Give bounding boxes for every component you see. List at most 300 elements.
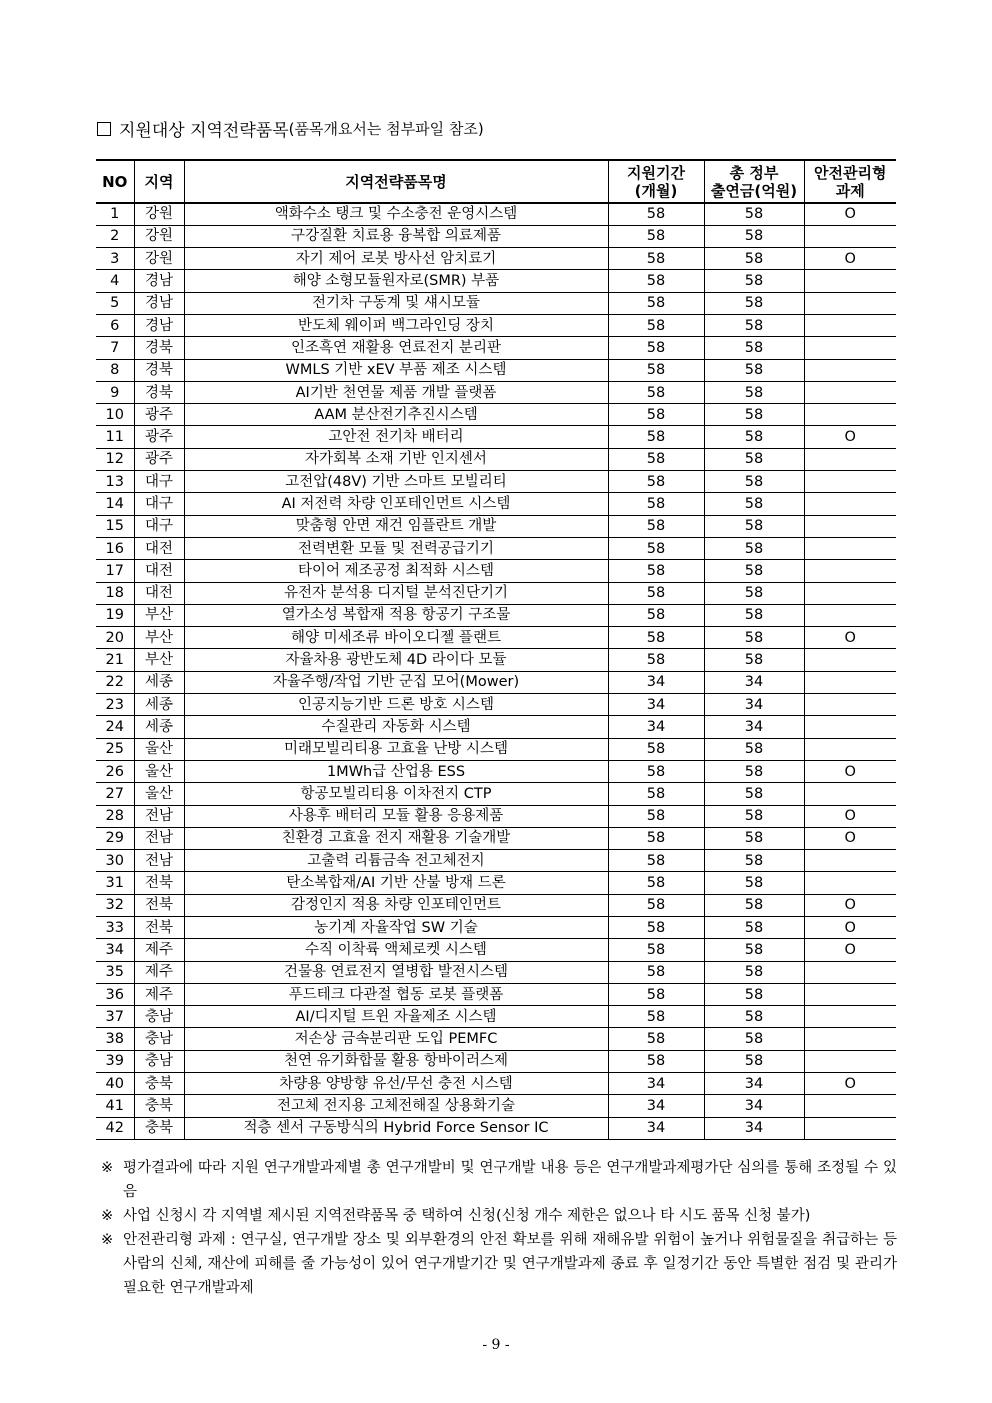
cell-funding: 58 bbox=[704, 314, 804, 336]
cell-period: 34 bbox=[608, 671, 704, 693]
cell-item: 탄소복합재/AI 기반 산불 방재 드론 bbox=[184, 872, 608, 894]
cell-period: 58 bbox=[608, 248, 704, 270]
cell-period: 58 bbox=[608, 939, 704, 961]
table-row bbox=[96, 716, 896, 738]
cell-region: 울산 bbox=[134, 738, 184, 760]
table-row bbox=[96, 961, 896, 983]
cell-no: 6 bbox=[96, 314, 134, 336]
cell-region: 세종 bbox=[134, 716, 184, 738]
cell-region: 충북 bbox=[134, 1073, 184, 1095]
cell-period: 34 bbox=[608, 694, 704, 716]
cell-no: 41 bbox=[96, 1095, 134, 1117]
cell-region: 대구 bbox=[134, 493, 184, 515]
cell-period: 34 bbox=[608, 1095, 704, 1117]
note-mark: ※ bbox=[101, 1160, 114, 1176]
table-row bbox=[96, 738, 896, 760]
cell-funding: 34 bbox=[704, 1117, 804, 1139]
note-item bbox=[101, 1204, 897, 1228]
cell-funding: 34 bbox=[704, 1095, 804, 1117]
cell-funding: 58 bbox=[704, 337, 804, 359]
cell-item: AI기반 천연물 제품 개발 플랫폼 bbox=[184, 381, 608, 403]
cell-item: 자가회복 소재 기반 인지센서 bbox=[184, 448, 608, 470]
cell-period: 58 bbox=[608, 292, 704, 314]
cell-period: 58 bbox=[608, 1006, 704, 1028]
cell-item: 구강질환 치료용 융복합 의료제품 bbox=[184, 225, 608, 247]
cell-item: 1MWh급 산업용 ESS bbox=[184, 760, 608, 782]
cell-funding: 34 bbox=[704, 716, 804, 738]
cell-region: 경북 bbox=[134, 381, 184, 403]
cell-safety bbox=[804, 783, 896, 805]
cell-region: 광주 bbox=[134, 448, 184, 470]
cell-safety bbox=[804, 1050, 896, 1072]
cell-funding: 58 bbox=[704, 850, 804, 872]
cell-period: 58 bbox=[608, 471, 704, 493]
cell-safety: O bbox=[804, 203, 896, 225]
cell-safety bbox=[804, 493, 896, 515]
cell-funding: 58 bbox=[704, 983, 804, 1005]
cell-period: 58 bbox=[608, 627, 704, 649]
cell-region: 전북 bbox=[134, 894, 184, 916]
cell-period: 58 bbox=[608, 537, 704, 559]
cell-region: 충남 bbox=[134, 1006, 184, 1028]
cell-funding: 58 bbox=[704, 738, 804, 760]
note-text: 사업 신청시 각 지역별 제시된 지역전략품목 중 택하여 신청(신청 개수 제한은 없으나 타 시도 품목 신청 불가) bbox=[123, 1208, 811, 1224]
cell-item: 해양 미세조류 바이오디젤 플랜트 bbox=[184, 627, 608, 649]
cell-period: 58 bbox=[608, 203, 704, 225]
cell-no: 16 bbox=[96, 537, 134, 559]
cell-safety bbox=[804, 582, 896, 604]
cell-item: 해양 소형모듈원자로(SMR) 부품 bbox=[184, 270, 608, 292]
cell-region: 전남 bbox=[134, 850, 184, 872]
cell-no: 3 bbox=[96, 248, 134, 270]
cell-funding: 58 bbox=[704, 760, 804, 782]
note-text: 안전관리형 과제 : 연구실, 연구개발 장소 및 외부환경의 안전 확보를 위해 재해유발 위험이 높거나 위험물질을 취급하는 등 사람의 신체, 재산에 피해를 줄 가능성이 있어 연구개발기간 및 연구개발과제 종료 후 일정기간 동안 특별한 점검 및 관리가 필요한 연구개발과제 bbox=[123, 1232, 897, 1296]
cell-no: 31 bbox=[96, 872, 134, 894]
cell-no: 38 bbox=[96, 1028, 134, 1050]
cell-funding: 34 bbox=[704, 671, 804, 693]
cell-region: 강원 bbox=[134, 225, 184, 247]
cell-safety bbox=[804, 738, 896, 760]
header-safety-line2: 과제 bbox=[835, 181, 865, 200]
cell-period: 58 bbox=[608, 493, 704, 515]
cell-region: 광주 bbox=[134, 426, 184, 448]
cell-no: 10 bbox=[96, 404, 134, 426]
table-row bbox=[96, 292, 896, 314]
table-row bbox=[96, 917, 896, 939]
cell-no: 28 bbox=[96, 805, 134, 827]
cell-item: AI/디지털 트윈 자율제조 시스템 bbox=[184, 1006, 608, 1028]
cell-region: 전남 bbox=[134, 805, 184, 827]
cell-funding: 58 bbox=[704, 827, 804, 849]
cell-period: 58 bbox=[608, 381, 704, 403]
table-row bbox=[96, 872, 896, 894]
cell-period: 58 bbox=[608, 404, 704, 426]
cell-item: 열가소성 복합재 적용 항공기 구조물 bbox=[184, 604, 608, 626]
cell-funding: 34 bbox=[704, 694, 804, 716]
cell-no: 21 bbox=[96, 649, 134, 671]
cell-funding: 58 bbox=[704, 203, 804, 225]
cell-no: 30 bbox=[96, 850, 134, 872]
checkbox-icon bbox=[97, 122, 111, 136]
cell-safety: O bbox=[804, 805, 896, 827]
cell-item: 농기계 자율작업 SW 기술 bbox=[184, 917, 608, 939]
table-row bbox=[96, 359, 896, 381]
cell-no: 40 bbox=[96, 1073, 134, 1095]
cell-period: 58 bbox=[608, 961, 704, 983]
cell-safety: O bbox=[804, 1073, 896, 1095]
cell-no: 13 bbox=[96, 471, 134, 493]
cell-item: 사용후 배터리 모듈 활용 응용제품 bbox=[184, 805, 608, 827]
cell-safety: O bbox=[804, 894, 896, 916]
table-row bbox=[96, 1095, 896, 1117]
table-row bbox=[96, 1006, 896, 1028]
cell-funding: 58 bbox=[704, 1050, 804, 1072]
cell-funding: 58 bbox=[704, 225, 804, 247]
cell-item: 건물용 연료전지 열병합 발전시스템 bbox=[184, 961, 608, 983]
cell-no: 23 bbox=[96, 694, 134, 716]
table-row bbox=[96, 537, 896, 559]
cell-safety: O bbox=[804, 917, 896, 939]
cell-region: 경남 bbox=[134, 314, 184, 336]
cell-item: 인조흑연 재활용 연료전지 분리판 bbox=[184, 337, 608, 359]
cell-region: 울산 bbox=[134, 760, 184, 782]
cell-safety bbox=[804, 961, 896, 983]
cell-funding: 34 bbox=[704, 1073, 804, 1095]
cell-region: 대구 bbox=[134, 471, 184, 493]
cell-item: 미래모빌리티용 고효율 난방 시스템 bbox=[184, 738, 608, 760]
table-body bbox=[96, 203, 896, 1139]
notes bbox=[101, 1156, 897, 1300]
cell-no: 1 bbox=[96, 203, 134, 225]
header-period-line2: (개월) bbox=[634, 181, 678, 200]
cell-period: 58 bbox=[608, 783, 704, 805]
table-row bbox=[96, 270, 896, 292]
cell-funding: 58 bbox=[704, 627, 804, 649]
cell-region: 부산 bbox=[134, 627, 184, 649]
cell-region: 대전 bbox=[134, 560, 184, 582]
cell-period: 58 bbox=[608, 872, 704, 894]
cell-region: 전남 bbox=[134, 827, 184, 849]
header-safety bbox=[804, 160, 896, 203]
table-row bbox=[96, 515, 896, 537]
cell-funding: 58 bbox=[704, 1006, 804, 1028]
cell-period: 58 bbox=[608, 359, 704, 381]
cell-period: 58 bbox=[608, 560, 704, 582]
cell-period: 58 bbox=[608, 1028, 704, 1050]
cell-funding: 58 bbox=[704, 292, 804, 314]
cell-no: 15 bbox=[96, 515, 134, 537]
cell-safety bbox=[804, 471, 896, 493]
cell-safety bbox=[804, 850, 896, 872]
cell-no: 19 bbox=[96, 604, 134, 626]
table-row bbox=[96, 203, 896, 225]
cell-no: 35 bbox=[96, 961, 134, 983]
cell-safety: O bbox=[804, 627, 896, 649]
cell-safety bbox=[804, 983, 896, 1005]
cell-funding: 58 bbox=[704, 515, 804, 537]
cell-region: 경남 bbox=[134, 292, 184, 314]
cell-funding: 58 bbox=[704, 582, 804, 604]
note-item bbox=[101, 1156, 897, 1204]
cell-safety bbox=[804, 1117, 896, 1139]
note-item bbox=[101, 1228, 897, 1300]
cell-region: 대전 bbox=[134, 582, 184, 604]
cell-no: 25 bbox=[96, 738, 134, 760]
cell-period: 58 bbox=[608, 1050, 704, 1072]
cell-safety bbox=[804, 404, 896, 426]
cell-period: 58 bbox=[608, 894, 704, 916]
cell-item: 수직 이착륙 액체로켓 시스템 bbox=[184, 939, 608, 961]
cell-region: 강원 bbox=[134, 248, 184, 270]
cell-item: 적층 센서 구동방식의 Hybrid Force Sensor IC bbox=[184, 1117, 608, 1139]
table-row bbox=[96, 827, 896, 849]
cell-funding: 58 bbox=[704, 448, 804, 470]
header-no: NO bbox=[96, 160, 134, 203]
cell-funding: 58 bbox=[704, 649, 804, 671]
cell-region: 부산 bbox=[134, 604, 184, 626]
cell-period: 58 bbox=[608, 850, 704, 872]
cell-funding: 58 bbox=[704, 1028, 804, 1050]
cell-item: 전력변환 모듈 및 전력공급기기 bbox=[184, 537, 608, 559]
cell-no: 33 bbox=[96, 917, 134, 939]
cell-no: 22 bbox=[96, 671, 134, 693]
cell-item: 자율주행/작업 기반 군집 모어(Mower) bbox=[184, 671, 608, 693]
cell-funding: 58 bbox=[704, 560, 804, 582]
table-row bbox=[96, 1117, 896, 1139]
cell-funding: 58 bbox=[704, 805, 804, 827]
cell-no: 24 bbox=[96, 716, 134, 738]
cell-region: 경남 bbox=[134, 270, 184, 292]
table-row bbox=[96, 671, 896, 693]
table-row bbox=[96, 560, 896, 582]
cell-item: 자기 제어 로봇 방사선 암치료기 bbox=[184, 248, 608, 270]
cell-safety bbox=[804, 671, 896, 693]
table-row bbox=[96, 604, 896, 626]
cell-region: 충남 bbox=[134, 1028, 184, 1050]
cell-funding: 58 bbox=[704, 493, 804, 515]
cell-safety: O bbox=[804, 426, 896, 448]
table-row bbox=[96, 337, 896, 359]
cell-funding: 58 bbox=[704, 270, 804, 292]
note-text: 평가결과에 따라 지원 연구개발과제별 총 연구개발비 및 연구개발 내용 등은 연구개발과제평가단 심의를 통해 조정될 수 있음 bbox=[123, 1160, 897, 1200]
table-row bbox=[96, 939, 896, 961]
cell-period: 34 bbox=[608, 1117, 704, 1139]
cell-period: 58 bbox=[608, 983, 704, 1005]
cell-safety bbox=[804, 1095, 896, 1117]
table-row bbox=[96, 225, 896, 247]
table-row bbox=[96, 448, 896, 470]
cell-no: 37 bbox=[96, 1006, 134, 1028]
cell-item: 반도체 웨이퍼 백그라인딩 장치 bbox=[184, 314, 608, 336]
cell-period: 58 bbox=[608, 314, 704, 336]
cell-region: 충북 bbox=[134, 1095, 184, 1117]
cell-item: 수질관리 자동화 시스템 bbox=[184, 716, 608, 738]
cell-no: 36 bbox=[96, 983, 134, 1005]
table-row bbox=[96, 582, 896, 604]
cell-item: 전기차 구동계 및 섀시모듈 bbox=[184, 292, 608, 314]
cell-no: 5 bbox=[96, 292, 134, 314]
cell-period: 58 bbox=[608, 760, 704, 782]
cell-item: 푸드테크 다관절 협동 로봇 플랫폼 bbox=[184, 983, 608, 1005]
section-title bbox=[97, 116, 484, 141]
cell-safety bbox=[804, 537, 896, 559]
cell-region: 충남 bbox=[134, 1050, 184, 1072]
cell-item: 감정인지 적용 차량 인포테인먼트 bbox=[184, 894, 608, 916]
cell-period: 58 bbox=[608, 337, 704, 359]
cell-region: 제주 bbox=[134, 961, 184, 983]
cell-safety: O bbox=[804, 248, 896, 270]
table-row bbox=[96, 850, 896, 872]
cell-region: 충북 bbox=[134, 1117, 184, 1139]
cell-region: 경북 bbox=[134, 359, 184, 381]
cell-period: 58 bbox=[608, 917, 704, 939]
cell-item: AAM 분산전기추진시스템 bbox=[184, 404, 608, 426]
cell-funding: 58 bbox=[704, 248, 804, 270]
cell-item: 고출력 리튬금속 전고체전지 bbox=[184, 850, 608, 872]
cell-no: 12 bbox=[96, 448, 134, 470]
table-row bbox=[96, 314, 896, 336]
cell-no: 9 bbox=[96, 381, 134, 403]
cell-safety: O bbox=[804, 939, 896, 961]
cell-no: 42 bbox=[96, 1117, 134, 1139]
cell-region: 부산 bbox=[134, 649, 184, 671]
header-item: 지역전략품목명 bbox=[184, 160, 608, 203]
cell-safety bbox=[804, 604, 896, 626]
cell-item: 항공모빌리티용 이차전지 CTP bbox=[184, 783, 608, 805]
cell-no: 2 bbox=[96, 225, 134, 247]
note-mark: ※ bbox=[101, 1232, 114, 1248]
cell-safety bbox=[804, 1028, 896, 1050]
table-row bbox=[96, 426, 896, 448]
table-row bbox=[96, 493, 896, 515]
table-row bbox=[96, 649, 896, 671]
header-funding-line2: 출연금(억원) bbox=[710, 181, 798, 200]
cell-funding: 58 bbox=[704, 961, 804, 983]
table-row bbox=[96, 1050, 896, 1072]
cell-safety bbox=[804, 448, 896, 470]
cell-safety bbox=[804, 694, 896, 716]
cell-region: 전북 bbox=[134, 872, 184, 894]
cell-funding: 58 bbox=[704, 917, 804, 939]
cell-safety bbox=[804, 381, 896, 403]
header-safety-line1: 안전관리형 bbox=[814, 163, 887, 182]
cell-period: 58 bbox=[608, 515, 704, 537]
cell-funding: 58 bbox=[704, 381, 804, 403]
cell-safety bbox=[804, 1006, 896, 1028]
cell-period: 34 bbox=[608, 716, 704, 738]
header-region: 지역 bbox=[134, 160, 184, 203]
cell-no: 29 bbox=[96, 827, 134, 849]
cell-no: 26 bbox=[96, 760, 134, 782]
cell-no: 18 bbox=[96, 582, 134, 604]
cell-item: 자율차용 광반도체 4D 라이다 모듈 bbox=[184, 649, 608, 671]
note-mark: ※ bbox=[101, 1208, 114, 1224]
table-row bbox=[96, 805, 896, 827]
table-row bbox=[96, 694, 896, 716]
cell-funding: 58 bbox=[704, 894, 804, 916]
table-row bbox=[96, 471, 896, 493]
cell-item: 인공지능기반 드론 방호 시스템 bbox=[184, 694, 608, 716]
cell-region: 울산 bbox=[134, 783, 184, 805]
cell-item: 고전압(48V) 기반 스마트 모빌리티 bbox=[184, 471, 608, 493]
cell-funding: 58 bbox=[704, 471, 804, 493]
cell-safety bbox=[804, 560, 896, 582]
cell-no: 7 bbox=[96, 337, 134, 359]
cell-region: 제주 bbox=[134, 983, 184, 1005]
cell-period: 58 bbox=[608, 270, 704, 292]
cell-safety bbox=[804, 314, 896, 336]
cell-funding: 58 bbox=[704, 604, 804, 626]
cell-period: 58 bbox=[608, 827, 704, 849]
cell-region: 대전 bbox=[134, 537, 184, 559]
cell-no: 11 bbox=[96, 426, 134, 448]
table-row bbox=[96, 381, 896, 403]
cell-period: 58 bbox=[608, 805, 704, 827]
cell-region: 대구 bbox=[134, 515, 184, 537]
cell-item: 친환경 고효율 전지 재활용 기술개발 bbox=[184, 827, 608, 849]
table-row bbox=[96, 983, 896, 1005]
cell-safety bbox=[804, 716, 896, 738]
cell-no: 17 bbox=[96, 560, 134, 582]
cell-region: 세종 bbox=[134, 671, 184, 693]
cell-safety bbox=[804, 270, 896, 292]
section-title-paren: (품목개요서는 첨부파일 참조) bbox=[288, 120, 484, 138]
cell-region: 전북 bbox=[134, 917, 184, 939]
cell-funding: 58 bbox=[704, 783, 804, 805]
cell-region: 세종 bbox=[134, 694, 184, 716]
cell-safety bbox=[804, 225, 896, 247]
cell-region: 제주 bbox=[134, 939, 184, 961]
cell-safety bbox=[804, 649, 896, 671]
cell-funding: 58 bbox=[704, 359, 804, 381]
section-title-main: 지원대상 지역전략품목 bbox=[119, 121, 289, 141]
cell-period: 58 bbox=[608, 649, 704, 671]
cell-no: 20 bbox=[96, 627, 134, 649]
cell-period: 58 bbox=[608, 225, 704, 247]
cell-safety bbox=[804, 515, 896, 537]
strategic-items-table bbox=[96, 159, 896, 1140]
cell-safety: O bbox=[804, 760, 896, 782]
cell-period: 58 bbox=[608, 448, 704, 470]
cell-item: 천연 유기화합물 활용 항바이러스제 bbox=[184, 1050, 608, 1072]
cell-safety bbox=[804, 359, 896, 381]
cell-funding: 58 bbox=[704, 537, 804, 559]
cell-item: 전고체 전지용 고체전해질 상용화기술 bbox=[184, 1095, 608, 1117]
cell-funding: 58 bbox=[704, 872, 804, 894]
cell-item: 저손상 금속분리판 도입 PEMFC bbox=[184, 1028, 608, 1050]
cell-safety: O bbox=[804, 827, 896, 849]
cell-period: 58 bbox=[608, 582, 704, 604]
cell-no: 27 bbox=[96, 783, 134, 805]
cell-funding: 58 bbox=[704, 426, 804, 448]
cell-item: WMLS 기반 xEV 부품 제조 시스템 bbox=[184, 359, 608, 381]
table-row bbox=[96, 248, 896, 270]
cell-item: 액화수소 탱크 및 수소충전 운영시스템 bbox=[184, 203, 608, 225]
cell-safety bbox=[804, 872, 896, 894]
cell-item: 타이어 제조공정 최적화 시스템 bbox=[184, 560, 608, 582]
cell-safety bbox=[804, 337, 896, 359]
table-row bbox=[96, 1028, 896, 1050]
table-row bbox=[96, 404, 896, 426]
header-period-line1: 지원기간 bbox=[627, 163, 685, 182]
table-row bbox=[96, 894, 896, 916]
cell-item: 유전자 분석용 디지털 분석진단기기 bbox=[184, 582, 608, 604]
cell-period: 58 bbox=[608, 426, 704, 448]
cell-safety bbox=[804, 292, 896, 314]
cell-region: 경북 bbox=[134, 337, 184, 359]
cell-no: 8 bbox=[96, 359, 134, 381]
cell-no: 34 bbox=[96, 939, 134, 961]
